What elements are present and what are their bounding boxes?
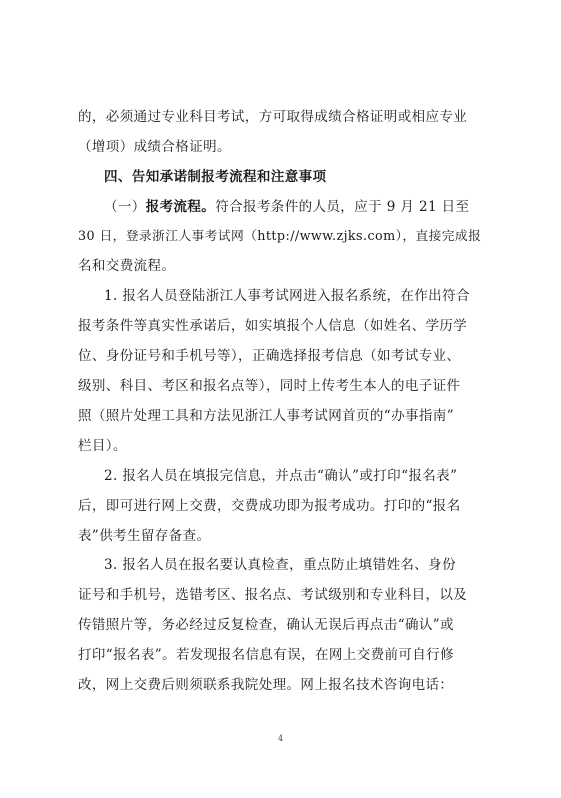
text-line: 1. 报名人员登陆浙江人事考试网进入报名系统，在作出符合 [104, 288, 470, 304]
text-line: 后，即可进行网上交费，交费成功即为报考成功。打印的“报名 [78, 498, 461, 514]
text-line: 照（照片处理工具和方法见浙江人事考试网首页的“办事指南” [78, 408, 455, 424]
text-line: 栏目）。 [78, 438, 127, 454]
text-line: 打印“报名表”。若发现报名信息有误，在网上交费前可自行修 [78, 647, 455, 663]
text-run: 符合报考条件的人员，应于 9 月 21 日至 [215, 199, 470, 215]
text-line: 位、身份证号和手机号等），正确选择报考信息（如考试专业、 [78, 348, 461, 364]
text-line [104, 198, 469, 216]
text-line: 的，必须通过专业科目考试，方可取得成绩合格证明或相应专业 [78, 109, 468, 125]
section-heading: 四、告知承诺制报考流程和注意事项 [104, 169, 327, 185]
subsection-title: 报考流程。 [145, 199, 216, 215]
text-line: 传错照片等，务必经过反复检查，确认无误后再点击“确认”或 [78, 617, 455, 633]
text-line: 级别、科目、考区和报名点等），同时上传考生本人的电子证件 [78, 378, 461, 394]
text-line: 表”供考生留存备查。 [78, 528, 211, 544]
text-line: 改，网上交费后则须联系我院处理。网上报名技术咨询电话： [78, 677, 454, 693]
subsection-number: （一） [104, 199, 146, 215]
text-line: 报考条件等真实性承诺后，如实填报个人信息（如姓名、学历学 [78, 318, 468, 334]
text-line: 名和交费流程。 [78, 258, 176, 274]
text-line: 2. 报名人员在填报完信息，并点击“确认”或打印“报名表” [104, 468, 458, 484]
text-line: 证号和手机号，选错考区、报名点、考试级别和专业科目，以及 [78, 587, 468, 603]
text-line: （增项）成绩合格证明。 [78, 139, 231, 155]
text-line: 3. 报名人员在报名要认真检查，重点防止填错姓名、身份 [104, 557, 456, 573]
page-number: 4 [277, 734, 284, 743]
text-line: 30 日，登录浙江人事考试网（http://www.zjks.com），直接完成报 [78, 229, 482, 244]
